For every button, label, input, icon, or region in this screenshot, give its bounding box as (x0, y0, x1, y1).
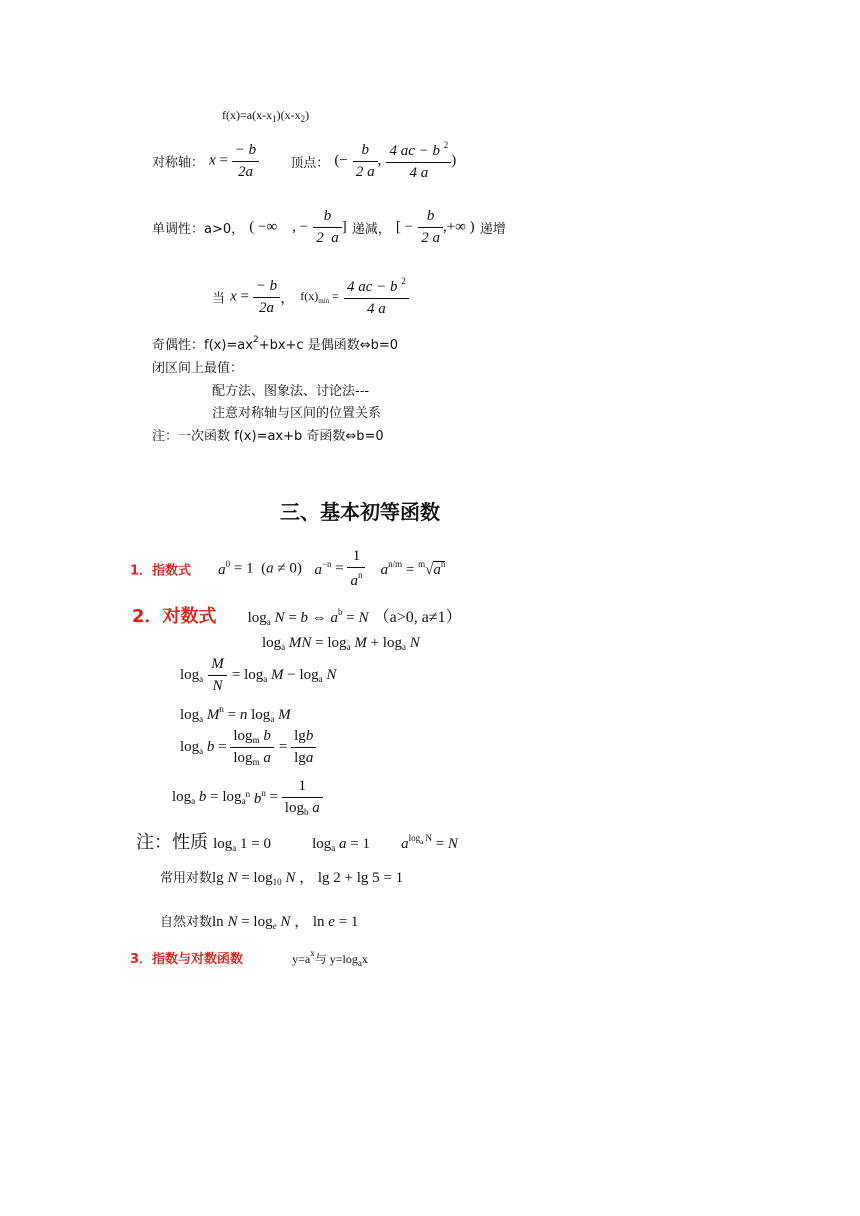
note-properties-label: 注：性质 (136, 832, 208, 853)
axis-label: 对称轴： (152, 155, 205, 171)
monotonic-label: 单调性：a>0， (152, 222, 245, 237)
min-value-fraction: $\frac{4 ac - b ^2}{4 a}$ (344, 276, 409, 318)
when-label: 当 (212, 291, 226, 307)
section-title: 三、基本初等函数 (280, 500, 440, 524)
log-condition: （a>0, a≠1） (373, 609, 462, 626)
axis-vertex-line: 对称轴： x = $\frac{- b}{2a}$ 顶点： (− $\frac{b}{2 a}$ , $\frac{4 ac - b ^2}{4 a}$ ) (152, 140, 457, 181)
min-x-fraction: $\frac{- b}{2a}$ (253, 278, 280, 317)
common-log-line: 常用对数$\lg N = \log_{10} N$ ， lg 2 + lg 5 = 1 (160, 870, 404, 887)
log-product: $\log_a$ MN = $\log_a M + \log_a N$ (262, 635, 420, 652)
fmin-label: f(x) (300, 289, 319, 303)
exponent-line: 1．指数式 $a^0 = 1$ (a ≠ 0) $a^{-n}$ = $\frac{1}{a^n}$ $a^{n/m} = ^m√a^n$ (130, 548, 446, 589)
vertex-label: 顶点： (290, 155, 330, 171)
methods-text: 配方法、图象法、讨论法--- (212, 384, 370, 399)
natural-log-label: 自然对数 (160, 915, 213, 930)
item1-label: 1．指数式 (130, 563, 192, 579)
neg-exp-fraction: $\frac{1}{a^n}$ (347, 548, 365, 590)
item2-label: 2．对数式 (132, 606, 217, 627)
exp-log-function-line: 3．指数与对数函数 $y=a^x$与 $y=\log_ax$ (130, 948, 368, 968)
mono-fraction-2: $\frac{b}{2 a}$ (418, 208, 443, 247)
vertex-x-fraction: $\frac{b}{2 a}$ (353, 142, 378, 181)
item3-label: 3．指数与对数函数 (130, 952, 244, 967)
log-line: 2．对数式 $\log_a N = b$ ⇔ $a^b = N$ （a>0, a≠1） (132, 606, 462, 627)
natural-log-line: 自然对数$\ln N = \log_e N$ ， ln e = 1 (160, 914, 359, 931)
monotonic-line: 单调性：a>0， ( −∞ , − $\frac{b}{2 a}$ ] 递减， [ − $\frac{b}{2 a}$ ,+∞ ) 递增 (152, 208, 506, 246)
log-properties: 注：性质 $\log_a 1 = 0$ $\log_a a = 1$ $a^{log_a N} = N$ (136, 832, 458, 853)
note-linear-text: 注：一次函数 f(x)=ax+b 奇函数⇔b=0 (152, 429, 384, 444)
log-reciprocal: $\log_a b = \log_{a^n} b^n$ = $\frac{1}{\log_b a}$ (172, 778, 323, 817)
decreasing-label: 递减， (351, 222, 391, 237)
factored-form: $f(x)=a(x-x_1)(x-x_2)$ (222, 108, 310, 124)
common-log-label: 常用对数 (160, 871, 213, 886)
closed-interval-label: 闭区间上最值： (152, 361, 244, 376)
vertex-y-fraction: $\frac{4 ac - b ^2}{4 a}$ (386, 140, 451, 182)
log-quotient: $\log_a$ $\frac{M}{N}$ = $\log_a M - \log_a N$ (180, 656, 337, 694)
log-change-base: $\log_a b$ = $\frac{\log_m b}{\log_m a}$ = $\frac{\lg b}{\lg a}$ (180, 728, 316, 767)
minimum-line: 当 x = $\frac{- b}{2a}$ ， $f(x)_{min}$ = $\frac{4 ac - b ^2}{4 a}$ (212, 276, 409, 318)
parity-line: 奇偶性：$f(x)=ax^2+bx+c$ 是偶函数⇔b=0 (152, 335, 399, 353)
note-axis-text: 注意对称轴与区间的位置关系 (212, 406, 382, 421)
axis-fraction: $\frac{- b}{2a}$ (232, 142, 259, 181)
increasing-label: 递增 (479, 222, 506, 237)
log-power: $\log_a M^n = n$ $\log_a M$ (180, 704, 291, 724)
mono-fraction-1: $\frac{b}{2 a}$ (313, 208, 342, 247)
